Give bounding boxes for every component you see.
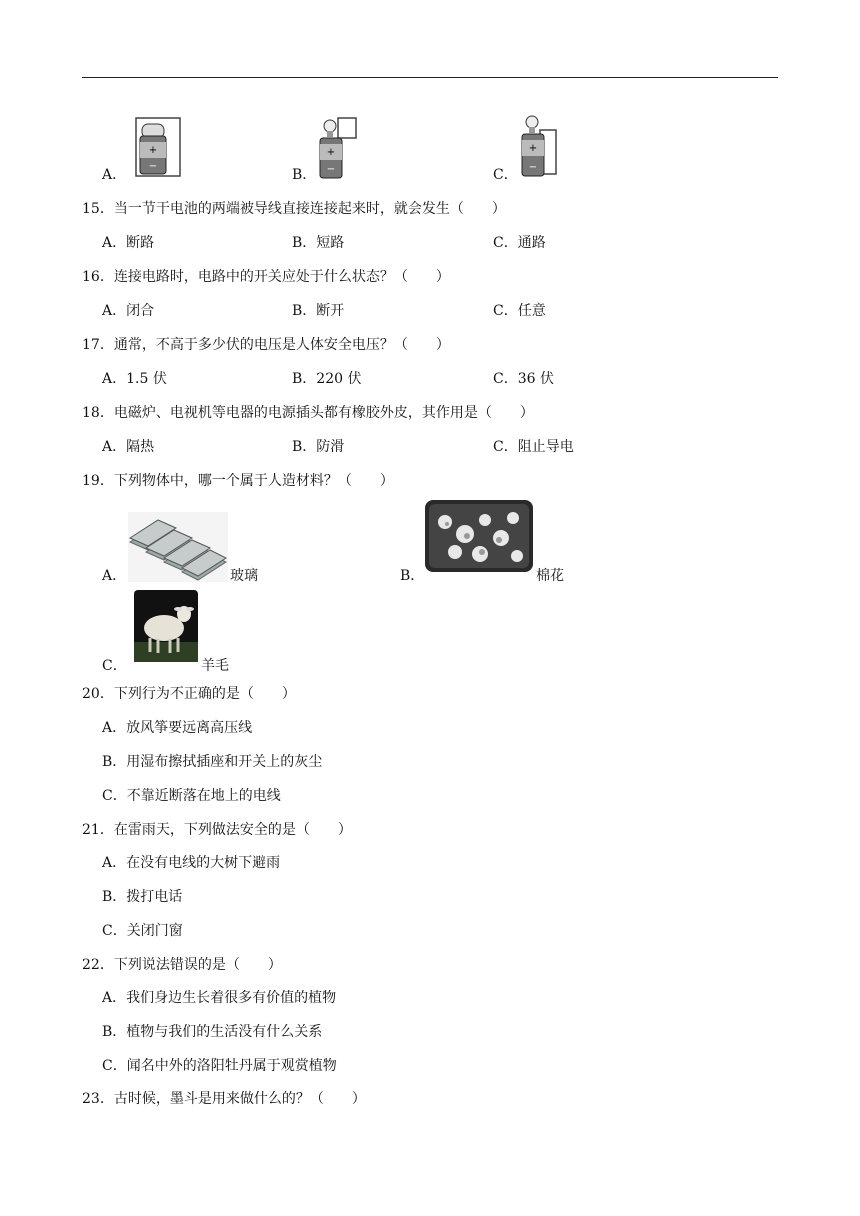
- q16-option-c[interactable]: C．任意: [493, 303, 546, 319]
- q21-option-c[interactable]: C．关闭门窗: [102, 923, 183, 939]
- svg-text:−: −: [528, 162, 538, 173]
- q22-stem: 22．下列说法错误的是（ ）: [82, 957, 282, 973]
- cotton-photo-icon[interactable]: [425, 500, 533, 572]
- q18-option-c[interactable]: C．阻止导电: [493, 439, 574, 455]
- q17-option-c[interactable]: C．36 伏: [493, 371, 554, 387]
- battery-bulb-circuit-c-icon[interactable]: [518, 110, 562, 180]
- q17-stem: 17．通常，不高于多少伏的电压是人体安全电压？（ ）: [82, 337, 450, 353]
- q16-stem: 16．连接电路时，电路中的开关应处于什么状态？（ ）: [82, 269, 450, 285]
- q20-option-b[interactable]: B．用湿布擦拭插座和开关上的灰尘: [102, 754, 323, 770]
- q18-option-a[interactable]: A．隔热: [102, 439, 155, 455]
- q22-option-b[interactable]: B．植物与我们的生活没有什么关系: [102, 1024, 323, 1040]
- q14-option-b-letter[interactable]: B．: [292, 167, 317, 183]
- q19-option-a-caption: 玻璃: [230, 568, 258, 584]
- q19-option-a-letter[interactable]: A．: [102, 568, 127, 584]
- q22-option-a[interactable]: A．我们身边生长着很多有价值的植物: [102, 990, 337, 1006]
- q19-option-b-caption: 棉花: [536, 568, 564, 584]
- q15-option-b[interactable]: B．短路: [292, 235, 345, 251]
- q21-option-b[interactable]: B．拨打电话: [102, 889, 183, 905]
- battery-bulb-circuit-b-icon[interactable]: [316, 114, 360, 180]
- svg-text:+: +: [148, 145, 158, 156]
- q21-option-a[interactable]: A．在没有电线的大树下避雨: [102, 855, 281, 871]
- q20-stem: 20．下列行为不正确的是（ ）: [82, 686, 296, 702]
- q19-option-c-letter[interactable]: C．: [102, 658, 127, 674]
- battery-bulb-circuit-a-icon[interactable]: [128, 112, 184, 180]
- header-rule: [82, 77, 778, 78]
- q18-option-b[interactable]: B．防滑: [292, 439, 345, 455]
- svg-text:+: +: [326, 147, 336, 158]
- q14-option-c-letter[interactable]: C．: [493, 167, 518, 183]
- q19-option-b-letter[interactable]: B．: [400, 568, 425, 584]
- q16-option-a[interactable]: A．闭合: [102, 303, 155, 319]
- q19-option-c-caption: 羊毛: [201, 658, 229, 674]
- q20-option-a[interactable]: A．放风筝要远离高压线: [102, 720, 253, 736]
- q15-stem: 15．当一节干电池的两端被导线直接连接起来时，就会发生（ ）: [82, 201, 506, 217]
- q15-option-a[interactable]: A．断路: [102, 235, 155, 251]
- sheep-photo-icon[interactable]: [134, 590, 198, 662]
- q17-option-a[interactable]: A．1.5 伏: [102, 371, 167, 387]
- svg-text:−: −: [326, 164, 336, 175]
- q17-option-b[interactable]: B．220 伏: [292, 371, 362, 387]
- q19-stem: 19．下列物体中，哪一个属于人造材料？（ ）: [82, 473, 394, 489]
- q21-stem: 21．在雷雨天，下列做法安全的是（ ）: [82, 822, 352, 838]
- q15-option-c[interactable]: C．通路: [493, 235, 546, 251]
- q22-option-c[interactable]: C．闻名中外的洛阳牡丹属于观赏植物: [102, 1058, 337, 1074]
- svg-text:−: −: [148, 161, 158, 172]
- q23-stem: 23．古时候，墨斗是用来做什么的？（ ）: [82, 1091, 366, 1107]
- q20-option-c[interactable]: C．不靠近断落在地上的电线: [102, 788, 281, 804]
- glass-sheets-photo-icon[interactable]: [128, 512, 228, 582]
- q18-stem: 18．电磁炉、电视机等电器的电源插头都有橡胶外皮，其作用是（ ）: [82, 405, 534, 421]
- svg-text:+: +: [528, 143, 538, 154]
- q14-option-a-letter[interactable]: A．: [102, 167, 127, 183]
- q16-option-b[interactable]: B．断开: [292, 303, 345, 319]
